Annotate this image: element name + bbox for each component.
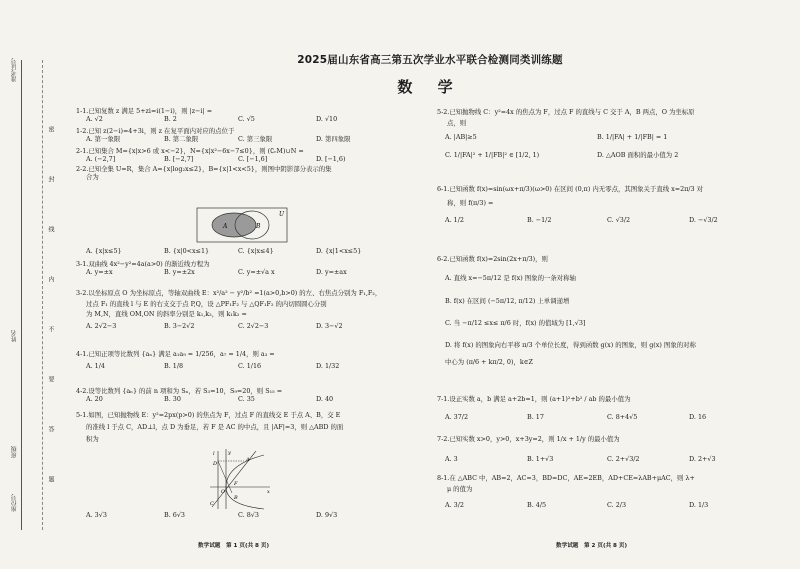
- label-name: 姓名: [11, 330, 18, 342]
- question-text: 7-2.已知实数 x>0，y>0，x+3y=2，则 1/x + 1/y 的最小值为: [437, 435, 620, 443]
- options: [437, 151, 782, 169]
- question-3-2: [76, 287, 416, 331]
- options: [76, 395, 416, 404]
- binding-char: 不: [47, 326, 54, 332]
- option-c[interactable]: C. 2/3: [607, 501, 627, 509]
- label-o: O: [221, 489, 226, 495]
- question-5-2: [437, 107, 782, 169]
- question-text: 8-1.在 △ABC 中，AB=2，AC=3，BD=DC，AE=2EB，AD+CE=λAB+μAC，则 λ+: [437, 474, 695, 482]
- question-text-cont: 合为: [86, 173, 99, 181]
- option-a[interactable]: A. 第一象限: [86, 135, 121, 143]
- option-d[interactable]: D. 1/3: [689, 501, 709, 509]
- binding-char: 答: [47, 426, 54, 432]
- option-a[interactable]: A. |AB|≥5: [445, 133, 477, 141]
- option-a[interactable]: A. 37/2: [445, 413, 469, 421]
- question-4-1: [76, 350, 416, 371]
- binding-line: [21, 60, 22, 530]
- options: [76, 511, 416, 520]
- option-d[interactable]: D. 16: [689, 413, 707, 421]
- option-a[interactable]: A. 直线 x=−5π/12 是 f(x) 图象的一条对称轴: [445, 274, 576, 282]
- binding-char: 要: [47, 376, 54, 382]
- question-3-1: [76, 260, 416, 277]
- question-text: 7-1.设正实数 a，b 满足 a+2b=1，则 (a+1)²+b² / ab 的最小值为: [437, 395, 631, 403]
- label-x: x: [267, 489, 270, 495]
- venn-diagram: [196, 207, 288, 243]
- label-b: B: [234, 495, 238, 501]
- option-a[interactable]: A. 3/2: [445, 501, 464, 509]
- option-d[interactable]: D. △AOB 面积的最小值为 2: [597, 151, 679, 159]
- question-5-1: [76, 409, 416, 445]
- question-2-1: [76, 147, 416, 164]
- exam-header: [60, 52, 800, 67]
- question-text: 3-2.以坐标原点 O 为坐标原点，等轴双曲线 E：x²/a² − y²/b² =1(a>0,b>0) 的左、右焦点分别为 F₁,F₂，: [76, 289, 382, 297]
- option-c[interactable]: C. [−1,6]: [238, 155, 268, 163]
- option-b[interactable]: B. {x|0<x≤1}: [164, 247, 210, 255]
- option-d[interactable]: D. 40: [316, 395, 334, 403]
- option-c[interactable]: C. 35: [238, 395, 255, 403]
- option-b[interactable]: B. 1/8: [164, 362, 184, 370]
- option-a[interactable]: A. √2: [86, 115, 103, 123]
- question-text: 2-2.已知全集 U=R，集合 A={x|log₂x≤2}，B={x|1<x<5}，则图中阴影部分表示的集: [76, 165, 332, 173]
- option-b[interactable]: B. 6√3: [164, 511, 185, 519]
- option-a[interactable]: A. 20: [86, 395, 103, 403]
- footer-page-1: 数学试题 第 1 页(共 8 页): [198, 543, 270, 549]
- question-text-cont: 过点 F₁ 的直线 l 与 E 的右支交于点 P,Q，设 △PF₁F₂ 与 △QF₁F₂ 的内切圆圆心分别: [86, 300, 327, 308]
- option-b[interactable]: B. 3−2√2: [164, 322, 195, 330]
- exam-title: 2025届山东省高三第五次学业水平联合检测同类训练题: [297, 54, 563, 66]
- option-d[interactable]: D. 第四象限: [316, 135, 351, 143]
- option-c[interactable]: C. y=±√a x: [238, 268, 275, 276]
- question-text-cont: 称，则 f(π/3) =: [447, 199, 494, 207]
- option-d[interactable]: D. {x|1<x≤5}: [316, 247, 362, 255]
- question-text: 4-2.设等比数列 {aₙ} 的前 n 项和为 Sₙ，若 S₃=10，S₉=20，则 S₁₅ =: [76, 387, 283, 395]
- question-2-2: [76, 165, 416, 181]
- option-b[interactable]: B. 4/5: [527, 501, 547, 509]
- option-c[interactable]: C. 第三象限: [238, 135, 273, 143]
- option-d[interactable]: D. [−1,6): [316, 155, 346, 163]
- option-b[interactable]: B. y=±2x: [164, 268, 195, 276]
- label-class: 班级: [11, 446, 18, 458]
- label-d: D: [213, 461, 218, 467]
- option-d[interactable]: D. −√3/2: [689, 216, 718, 224]
- option-c[interactable]: C. √3/2: [607, 216, 631, 224]
- option-c[interactable]: C. 1/|FA|² + 1/|FB|² ∈ [1/2, 1): [445, 151, 540, 159]
- question-7-1: [437, 393, 782, 422]
- question-1-1: [76, 107, 416, 124]
- venn-label-u: U: [279, 211, 285, 218]
- option-a[interactable]: A. 3: [445, 455, 458, 463]
- option-c[interactable]: C. 当 −π/12 ≤x≤ π/6 时，f(x) 的值域为 [1,√3]: [445, 319, 586, 327]
- label-seat: 座位号: [11, 494, 18, 512]
- option-d[interactable]: D. 3−√2: [316, 322, 343, 330]
- question-text: 1-2.已知 z(2−i)=4+3i，则 z 在复平面内对应的点位于: [76, 127, 235, 135]
- options: [437, 413, 782, 422]
- option-a[interactable]: A. {x|x≤5}: [86, 247, 122, 255]
- parabola-figure: [204, 447, 274, 511]
- question-text: 5-1.如图，已知抛物线 E：y²=2px(p>0) 的焦点为 F，过点 F 的直线交 E 于点 A、B，交 E: [76, 411, 341, 419]
- question-text-cont: 点，则: [447, 119, 467, 127]
- option-d[interactable]: D. y=±ax: [316, 268, 347, 276]
- option-d[interactable]: D. 9√3: [316, 511, 338, 519]
- question-text: 1-1.已知复数 z 满足 5+zi=i(1−i)，则 |z−i| =: [76, 107, 213, 115]
- exam-subject: 数 学: [397, 78, 463, 96]
- question-4-2: [76, 387, 416, 404]
- question-2-2-options: [76, 247, 416, 256]
- question-text: 4-1.已知正项等比数列 {aₙ} 满足 a₁a₉ = 1/256，a₇ = 1/4，则 a₃ =: [76, 350, 275, 358]
- option-c[interactable]: C. √5: [238, 115, 255, 123]
- question-text-cont: 为 M,N，直线 OM,ON 的斜率分别是 k₁,k₂，则 k₁k₂ =: [86, 310, 247, 318]
- question-text: 2-1.已知集合 M={x|x>6 或 x<−2}，N={x|x²−6x−7≤0}，则 (∁ᵣM)∪N =: [76, 147, 304, 155]
- option-c[interactable]: C. {x|x≤4}: [238, 247, 274, 255]
- option-d[interactable]: D. 1/32: [316, 362, 340, 370]
- option-a[interactable]: A. 2√2−3: [86, 322, 117, 330]
- option-d[interactable]: D. √10: [316, 115, 338, 123]
- option-b[interactable]: B. f(x) 在区间 (−5π/12, π/12) 上单调递增: [445, 297, 570, 305]
- options: [76, 362, 416, 371]
- option-b[interactable]: B. 30: [164, 395, 181, 403]
- question-6-1: [437, 183, 782, 225]
- venn-set-b: [235, 211, 269, 239]
- option-a[interactable]: A. 3√3: [86, 511, 107, 519]
- options: [437, 216, 782, 225]
- option-a[interactable]: A. 1/2: [445, 216, 464, 224]
- option-b[interactable]: B. 1+√3: [527, 455, 554, 463]
- question-5-1-options: [76, 511, 416, 520]
- option-b[interactable]: B. 17: [527, 413, 544, 421]
- question-text-cont: 的准线 l 于点 C，AD⊥l，点 D 为垂足，若 F 是 AC 的中点，且 |AF|=3，则 △ABD 的面: [86, 423, 344, 431]
- binding-char: 密: [47, 126, 54, 132]
- venn-label-a: A: [223, 223, 228, 230]
- label-exam-number: 准考证号: [11, 58, 18, 82]
- option-c[interactable]: C. 8√3: [238, 511, 259, 519]
- footer-page-2: 数学试题 第 2 页(共 8 页): [556, 543, 628, 549]
- options: [76, 115, 416, 124]
- options: [437, 501, 782, 510]
- option-d[interactable]: D. 将 f(x) 的图象向右平移 π/3 个单位长度，得到函数 g(x) 的图象，则 g(x) 图象的对称: [445, 341, 696, 349]
- option-b[interactable]: B. [−2,7]: [164, 155, 194, 163]
- question-text: 6-1.已知函数 f(x)=sin(ωx+π/3)(ω>0) 在区间 (0,π) 内无零点，其图象关于直线 x=2π/3 对: [437, 185, 703, 193]
- question-text: 5-2.已知抛物线 C：y²=4x 的焦点为 F，过点 F 的直线与 C 交于 A，B 两点，O 为坐标原: [437, 108, 695, 116]
- option-b[interactable]: B. 1/|FA| + 1/|FB| = 1: [597, 133, 668, 141]
- option-b[interactable]: B. −1/2: [527, 216, 552, 224]
- option-c[interactable]: C. 2√2−3: [238, 322, 269, 330]
- options: [76, 135, 416, 144]
- binding-strip: [0, 0, 60, 569]
- option-a[interactable]: A. (−2,7]: [86, 155, 116, 163]
- question-text-cont: 积为: [86, 435, 99, 443]
- label-l: l: [213, 451, 215, 457]
- label-f: F: [234, 481, 238, 487]
- label-c: C: [210, 501, 214, 507]
- binding-char: 题: [47, 476, 54, 482]
- option-a[interactable]: A. y=±x: [86, 268, 113, 276]
- binding-char: 线: [47, 226, 54, 232]
- question-text: 6-2.已知函数 f(x)=2sin(2x+π/3)，则: [437, 255, 548, 263]
- venn-label-b: B: [256, 223, 261, 230]
- option-c[interactable]: C. 2+√3/2: [607, 455, 640, 463]
- question-6-2: [437, 253, 782, 368]
- options: [76, 322, 416, 331]
- options: [76, 247, 416, 256]
- label-y: y: [228, 450, 231, 456]
- question-7-2: [437, 433, 782, 464]
- options: [76, 155, 416, 164]
- label-a: A: [246, 457, 250, 463]
- question-8-1: [437, 473, 782, 510]
- option-a[interactable]: A. 1/4: [86, 362, 105, 370]
- option-b[interactable]: B. 第二象限: [164, 135, 199, 143]
- option-c[interactable]: C. 1/16: [238, 362, 262, 370]
- option-d-cont: 中心为 (π/6 + kπ/2, 0)，k∈Z: [445, 358, 533, 366]
- question-text-cont: μ 的值为: [447, 485, 473, 493]
- option-d[interactable]: D. 2+√3: [689, 455, 716, 463]
- options: [437, 133, 782, 151]
- binding-char: 内: [47, 276, 54, 282]
- question-text: 3-1.双曲线 4x²−y²=4a(a>0) 的渐近线方程为: [76, 260, 210, 268]
- options: [76, 268, 416, 277]
- options: [437, 455, 782, 464]
- option-c[interactable]: C. 8+4√5: [607, 413, 638, 421]
- question-1-2: [76, 127, 416, 144]
- binding-dashed-line: [42, 60, 44, 530]
- binding-char: 封: [47, 176, 54, 182]
- option-b[interactable]: B. 2: [164, 115, 177, 123]
